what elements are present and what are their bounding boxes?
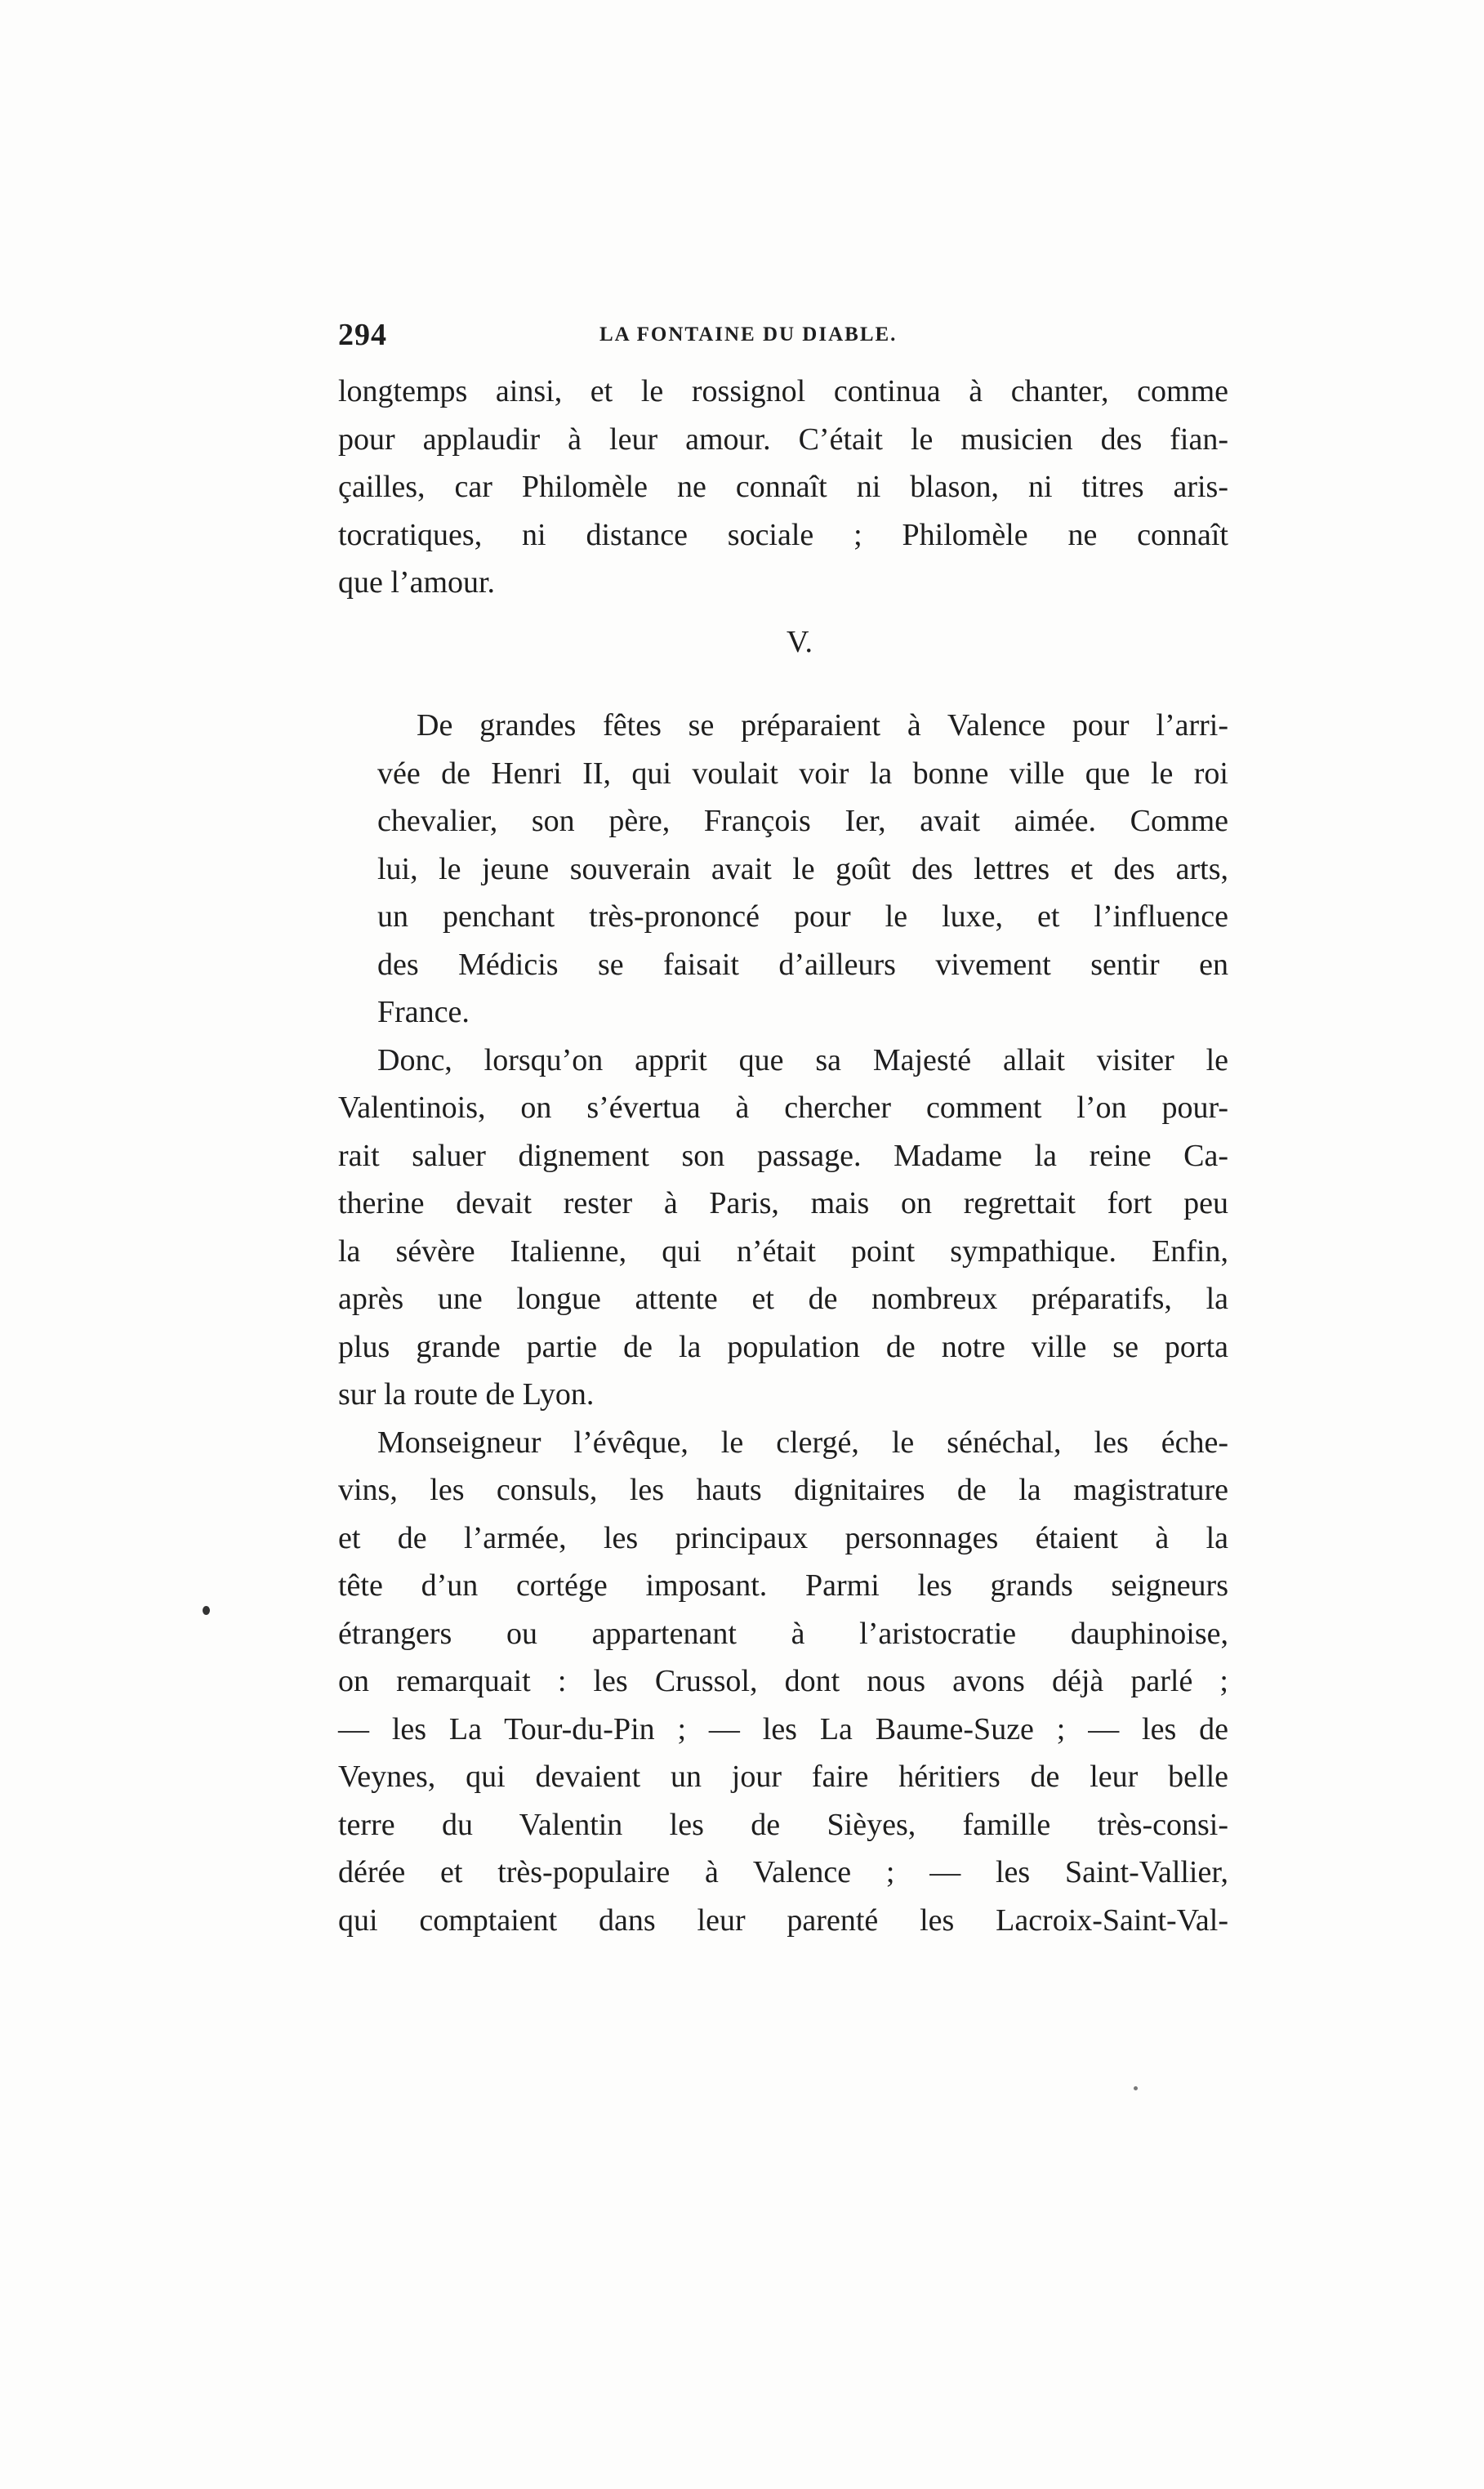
page-number: 294 xyxy=(338,318,387,352)
text-line: Monseigneur l’évêque, le clergé, le sénéchal, les éche- xyxy=(377,1425,1228,1460)
text-line: on remarquait : les Crussol, dont nous avons déjà parlé ; xyxy=(338,1664,1228,1698)
text-line: un penchant très-prononcé pour le luxe, et l’influence xyxy=(377,899,1228,934)
text-line: Donc, lorsqu’on apprit que sa Majesté allait visiter le xyxy=(377,1042,1228,1077)
text-line: lui, le jeune souverain avait le goût des lettres et des arts, xyxy=(377,851,1228,886)
text-block xyxy=(338,317,1228,1944)
text-line: plus grande partie de la population de notre ville se porta xyxy=(338,1329,1228,1364)
text-line: Valentinois, on s’évertua à chercher comment l’on pour- xyxy=(338,1091,1228,1125)
text-line: terre du Valentin les de Sièyes, famille très-consi- xyxy=(338,1807,1228,1842)
text-line: qui comptaient dans leur parenté les Lacroix-Saint-Val- xyxy=(338,1902,1228,1938)
text-line: rait saluer dignement son passage. Madame la reine Ca- xyxy=(338,1138,1228,1173)
text-line: après une longue attente et de nombreux préparatifs, la xyxy=(338,1282,1228,1316)
text-line: çailles, car Philomèle ne connaît ni blason, ni titres aris- xyxy=(338,470,1228,504)
text-line: pour applaudir à leur amour. C’était le musicien des fian- xyxy=(338,422,1228,457)
paragraph xyxy=(338,1037,1228,1419)
section-heading: V. xyxy=(786,624,813,659)
text-line: Veynes, qui devaient un jour faire héritiers de leur belle xyxy=(338,1760,1228,1794)
text-line: vins, les consuls, les hauts dignitaires de la magistrature xyxy=(338,1473,1228,1507)
stray-dot-mark xyxy=(203,1606,210,1615)
text-line: étrangers ou appartenant à l’aristocratie dauphinoise, xyxy=(338,1616,1228,1651)
text-line: et de l’armée, les principaux personnages étaient à la xyxy=(338,1520,1228,1555)
text-line: France. xyxy=(377,995,470,1029)
text-line: la sévère Italienne, qui n’était point sympathique. Enfin, xyxy=(338,1233,1228,1269)
text-line: sur la route de Lyon. xyxy=(338,1377,595,1412)
text-line: — les La Tour-du-Pin ; — les La Baume-Suze ; — les de xyxy=(338,1711,1228,1746)
text-line: des Médicis se faisait d’ailleurs vivement sentir en xyxy=(377,947,1228,982)
text-line: dérée et très-populaire à Valence ; — les Saint-Vallier, xyxy=(338,1855,1228,1889)
text-line: therine devait rester à Paris, mais on regrettait fort peu xyxy=(338,1186,1228,1220)
text-line: tocratiques, ni distance sociale ; Philomèle ne connaît xyxy=(338,517,1228,552)
text-line: chevalier, son père, François Ier, avait aimée. Comme xyxy=(377,804,1228,838)
text-line: tête d’un cortége imposant. Parmi les grands seigneurs xyxy=(338,1568,1228,1603)
text-line: longtemps ainsi, et le rossignol continua à chanter, comme xyxy=(338,374,1228,408)
text-line: De grandes fêtes se préparaient à Valence pour l’arri- xyxy=(417,708,1228,743)
stray-speck-mark xyxy=(1134,2086,1138,2090)
paragraph xyxy=(338,702,1228,1037)
paragraph xyxy=(338,1419,1228,1945)
text-line: vée de Henri II, qui voulait voir la bonne ville que le roi xyxy=(377,756,1228,791)
text-line: que l’amour. xyxy=(338,565,496,600)
body-text xyxy=(338,368,1228,1944)
paragraph-continuation xyxy=(338,368,1228,607)
running-header xyxy=(338,317,1228,368)
running-title: LA FONTAINE DU DIABLE. xyxy=(599,323,898,346)
